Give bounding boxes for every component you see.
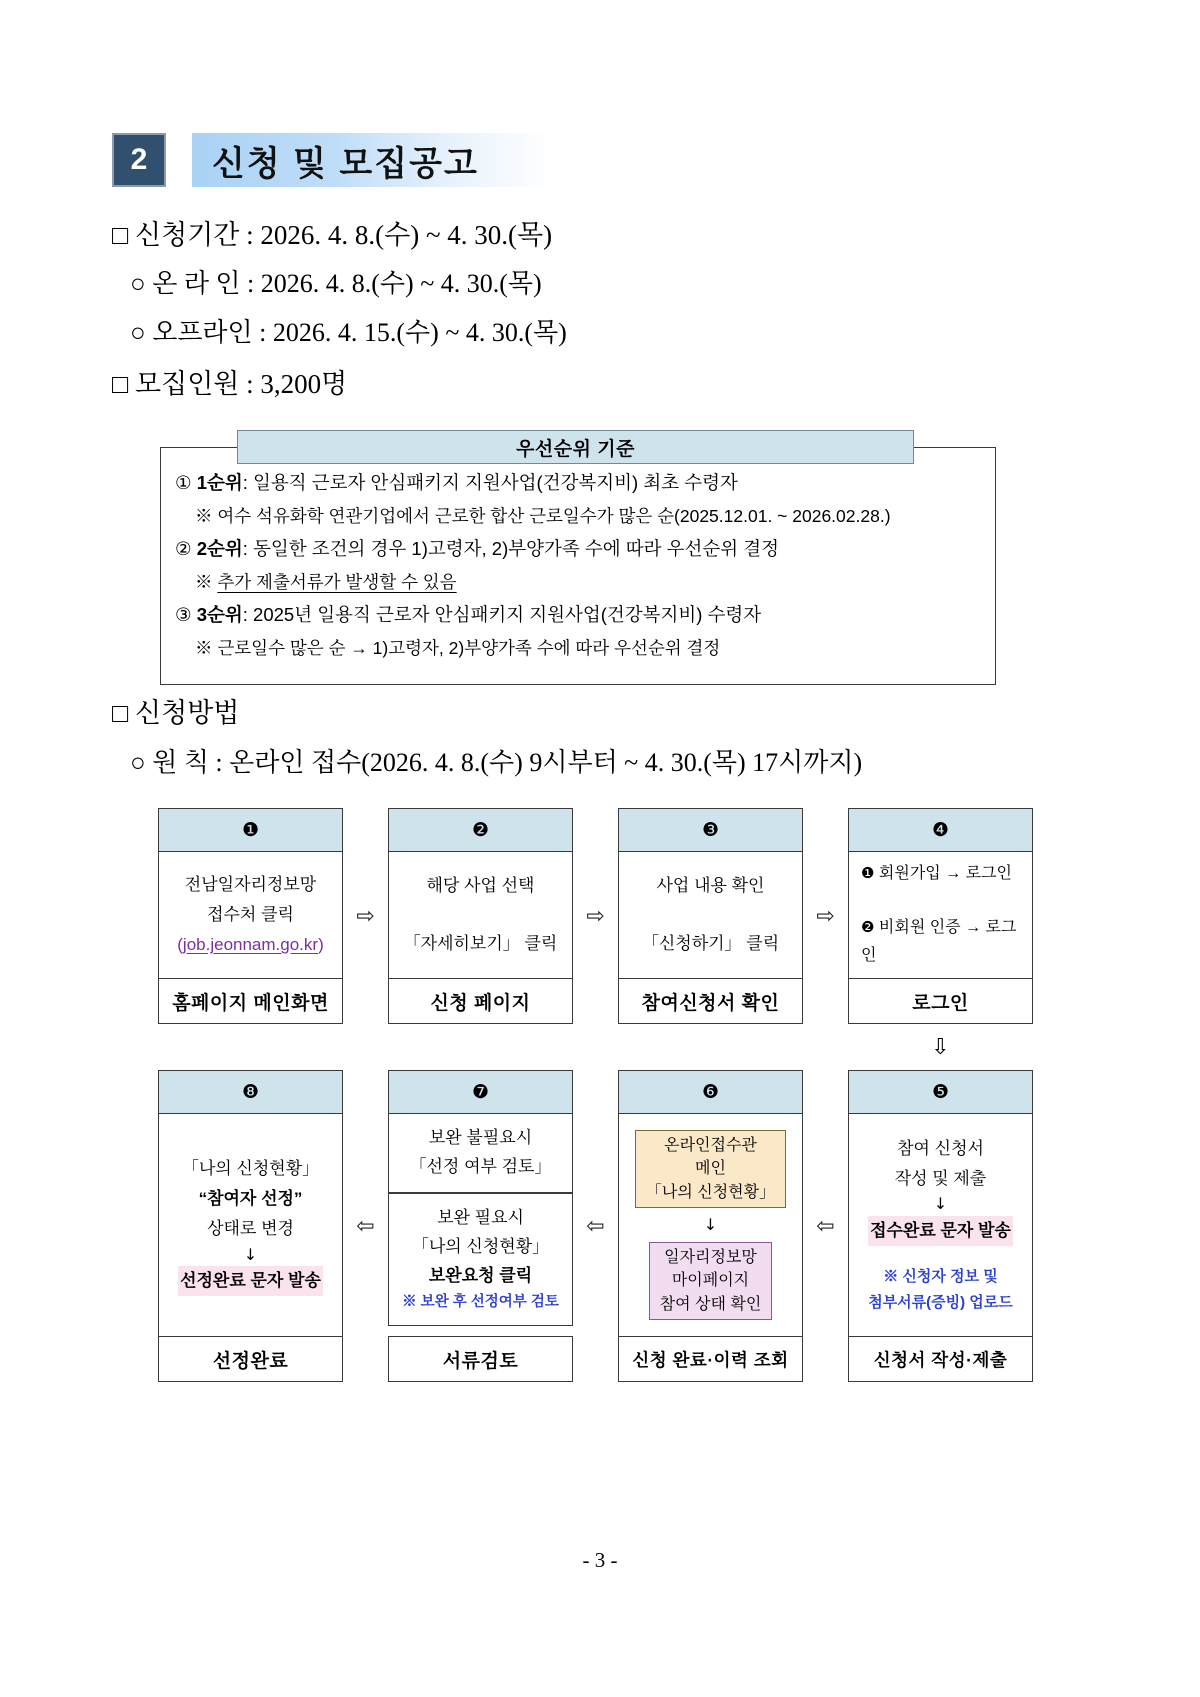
connector-gap-3 bbox=[803, 1024, 848, 1070]
flow-step-7-bottom-line3: 보완요청 클릭 bbox=[428, 1265, 533, 1285]
flow-step-5-line3: 접수완료 문자 발송 bbox=[868, 1216, 1013, 1246]
flow-step-8-line3: 상태로 변경 bbox=[207, 1218, 294, 1238]
flow-step-4 bbox=[848, 808, 1033, 1024]
priority-item-2-text: : 동일한 조건의 경우 1)고령자, 2)부양가족 수에 따라 우선순위 결정 bbox=[242, 538, 779, 559]
recruit-count-line: □ 모집인원 : 3,200명 bbox=[112, 369, 348, 399]
priority-item-2-marker: ② bbox=[175, 538, 192, 559]
priority-note-1 bbox=[161, 505, 995, 526]
flow-step-6-mypage-line1: 일자리정보망 bbox=[664, 1249, 757, 1267]
arrow-right-icon-2: ⇨ bbox=[586, 903, 605, 929]
flow-step-1-paren-close: ) bbox=[318, 934, 324, 954]
flow-step-6 bbox=[618, 1070, 803, 1382]
flow-step-7-footer: 서류검토 bbox=[388, 1336, 573, 1382]
priority-item-2-rank: 2순위 bbox=[196, 538, 243, 559]
connector-spacer-3 bbox=[618, 1024, 803, 1070]
principle-line: ○ 원 칙 : 온라인 접수(2026. 4. 8.(수) 9시부터 ~ 4. 30.(목) 17시까지) bbox=[130, 748, 863, 777]
flow-step-6-footer: 신청 완료·이력 조회 bbox=[619, 1336, 802, 1381]
flow-step-4-footer: 로그인 bbox=[849, 978, 1032, 1023]
arrow-down-icon: ⇩ bbox=[931, 1034, 950, 1060]
flow-step-6-number: ❻ bbox=[619, 1071, 802, 1114]
flow-step-7-top-box bbox=[388, 1114, 573, 1193]
priority-criteria-title: 우선순위 기준 bbox=[237, 430, 914, 464]
flow-step-1-url bbox=[177, 930, 323, 960]
flow-step-2-number: ❷ bbox=[389, 809, 572, 852]
section-number: 2 bbox=[112, 133, 166, 187]
arrow-left-icon-3: ⇦ bbox=[816, 1213, 835, 1239]
flow-step-5-body bbox=[849, 1114, 1032, 1336]
flow-step-4-option-2 bbox=[861, 914, 1028, 970]
flow-step-1-paren-open: ( bbox=[177, 934, 183, 954]
flow-step-6-arrow-down-icon: ↓ bbox=[703, 1214, 718, 1234]
priority-note-3-text: 근로일수 많은 순 → 1)고령자, 2)부양가족 수에 따라 우선순위 결정 bbox=[217, 637, 721, 658]
arrow-right-icon-3: ⇨ bbox=[816, 903, 835, 929]
flow-step-5-note-2: 첨부서류(증빙) 업로드 bbox=[868, 1293, 1013, 1311]
priority-note-3 bbox=[161, 637, 995, 658]
connector-spacer-1 bbox=[158, 1024, 343, 1070]
flowchart-connector-row bbox=[158, 1024, 1044, 1070]
application-flowchart bbox=[158, 808, 1044, 1382]
flowchart-row-1 bbox=[158, 808, 1044, 1024]
priority-note-2-marker: ※ bbox=[195, 571, 213, 592]
apply-period-line: □ 신청기간 : 2026. 4. 8.(수) ~ 4. 30.(목) bbox=[112, 220, 553, 250]
flow-step-8-line1: 「나의 신청현황」 bbox=[181, 1159, 320, 1179]
flow-step-8-number: ❽ bbox=[159, 1071, 342, 1114]
flow-step-7-bottom-note: ※ 보완 후 선정여부 검토 bbox=[402, 1294, 559, 1311]
arrow-right-icon-1: ⇨ bbox=[356, 903, 375, 929]
flow-step-6-mypage-line3: 참여 상태 확인 bbox=[659, 1295, 762, 1313]
flow-step-5-arrow-down-icon: ↓ bbox=[933, 1194, 948, 1214]
priority-note-1-marker: ※ bbox=[195, 505, 213, 526]
flow-step-7-bottom-line1: 보완 필요시 bbox=[437, 1207, 524, 1227]
flow-step-4-option-1 bbox=[861, 860, 1012, 888]
priority-item-3-text: : 2025년 일용직 근로자 안심패키지 지원사업(건강복지비) 수령자 bbox=[242, 604, 762, 625]
flow-step-6-online-line3: 「나의 신청현황」 bbox=[645, 1183, 776, 1201]
flow-step-5-line2: 작성 및 제출 bbox=[894, 1168, 987, 1188]
flow-step-3-number: ❸ bbox=[619, 809, 802, 852]
flow-step-4-number: ❹ bbox=[849, 809, 1032, 852]
flow-step-2 bbox=[388, 808, 573, 1024]
flow-step-8-line2: “참여자 선정” bbox=[198, 1189, 303, 1209]
priority-note-1-text: 여수 석유화학 연관기업에서 근로한 합산 근로일수가 많은 순(2025.12.01. ~ 2026.02.28.) bbox=[217, 505, 891, 526]
flow-step-3-footer: 참여신청서 확인 bbox=[619, 978, 802, 1023]
connector-spacer-2 bbox=[388, 1024, 573, 1070]
flow-step-4-option-2-text: 비회원 인증 → 로그인 bbox=[861, 919, 1017, 964]
apply-method-line: □ 신청방법 bbox=[112, 698, 240, 728]
flow-step-2-footer: 신청 페이지 bbox=[389, 978, 572, 1023]
priority-item-1-rank: 1순위 bbox=[196, 472, 243, 493]
flow-step-7-bottom-line2: 「나의 신청현황」 bbox=[411, 1236, 550, 1256]
priority-item-1-marker: ① bbox=[175, 472, 192, 493]
priority-item-1-text: : 일용직 근로자 안심패키지 지원사업(건강복지비) 최초 수령자 bbox=[242, 472, 738, 493]
priority-item-1 bbox=[161, 474, 995, 493]
priority-criteria-box bbox=[160, 438, 996, 685]
flow-step-6-mypage-box bbox=[649, 1242, 773, 1320]
flow-step-7 bbox=[388, 1070, 573, 1382]
flow-step-5 bbox=[848, 1070, 1033, 1382]
flow-step-5-footer: 신청서 작성·제출 bbox=[849, 1336, 1032, 1381]
flow-step-1 bbox=[158, 808, 343, 1024]
flow-step-1-footer: 홈페이지 메인화면 bbox=[159, 978, 342, 1023]
flow-step-6-online-box bbox=[635, 1130, 786, 1208]
section-heading bbox=[112, 133, 552, 189]
flow-step-5-number: ❺ bbox=[849, 1071, 1032, 1114]
flow-step-1-number: ❶ bbox=[159, 809, 342, 852]
flow-step-6-online-line2: 메인 bbox=[695, 1160, 726, 1178]
flow-step-4-option-2-number: ❷ bbox=[861, 918, 875, 936]
section-title-bar bbox=[192, 133, 552, 187]
flow-step-7-top-line2: 「선정 여부 검토」 bbox=[409, 1156, 552, 1176]
priority-criteria-body bbox=[160, 447, 996, 685]
page-number: - 3 - bbox=[582, 1548, 618, 1572]
flow-step-8-body bbox=[159, 1114, 342, 1336]
flow-step-7-body bbox=[388, 1114, 573, 1326]
flow-step-1-line1: 전남일자리정보망 bbox=[184, 875, 317, 895]
priority-note-2 bbox=[161, 571, 995, 592]
flow-step-7-top-line1: 보완 불필요시 bbox=[428, 1128, 533, 1147]
flow-step-6-online-line1: 온라인접수관 bbox=[664, 1137, 757, 1155]
flow-step-5-line1: 참여 신청서 bbox=[897, 1138, 984, 1158]
flow-step-1-body bbox=[159, 852, 342, 978]
online-period-line: ○ 온 라 인 : 2026. 4. 8.(수) ~ 4. 30.(목) bbox=[130, 269, 542, 298]
flow-step-5-note-1: ※ 신청자 정보 및 bbox=[883, 1267, 998, 1285]
flow-step-6-mypage-line2: 마이페이지 bbox=[671, 1272, 750, 1290]
arrow-left-icon-1: ⇦ bbox=[356, 1213, 375, 1239]
priority-note-3-marker: ※ bbox=[195, 637, 213, 658]
flow-step-3-line2: 「신청하기」 클릭 bbox=[641, 934, 780, 953]
offline-period-line: ○ 오프라인 : 2026. 4. 15.(수) ~ 4. 30.(목) bbox=[130, 318, 567, 347]
priority-item-2 bbox=[161, 540, 995, 559]
flow-step-8-arrow-down-icon: ↓ bbox=[243, 1244, 258, 1264]
connector-gap-2 bbox=[573, 1024, 618, 1070]
flow-step-3-line1: 사업 내용 확인 bbox=[656, 876, 765, 896]
flow-step-8-footer: 선정완료 bbox=[159, 1336, 342, 1381]
priority-item-3-rank: 3순위 bbox=[196, 604, 243, 625]
connector-gap-1 bbox=[343, 1024, 388, 1070]
flow-step-1-line2: 접수처 클릭 bbox=[207, 905, 294, 925]
flow-step-3 bbox=[618, 808, 803, 1024]
flowchart-row-2 bbox=[158, 1070, 1044, 1382]
flow-step-7-number: ❼ bbox=[388, 1070, 573, 1114]
priority-item-3-marker: ③ bbox=[175, 604, 192, 625]
flow-step-8-line4: 선정완료 문자 발송 bbox=[178, 1266, 323, 1296]
flow-step-4-option-1-number: ❶ bbox=[861, 864, 875, 882]
arrow-left-icon-2: ⇦ bbox=[586, 1213, 605, 1239]
flow-step-4-option-1-text: 회원가입 → 로그인 bbox=[878, 865, 1012, 882]
flow-step-2-line2: 「자세히보기」 클릭 bbox=[403, 934, 558, 953]
flow-step-3-body bbox=[619, 852, 802, 978]
flow-step-2-line1: 해당 사업 선택 bbox=[426, 876, 535, 896]
flow-step-2-body bbox=[389, 852, 572, 978]
flow-step-7-bottom-box bbox=[388, 1193, 573, 1326]
priority-note-2-text: 추가 제출서류가 발생할 수 있음 bbox=[217, 571, 457, 592]
section-title: 신청 및 모집공고 bbox=[212, 144, 479, 183]
flow-step-6-body bbox=[619, 1114, 802, 1336]
flow-step-4-body bbox=[849, 852, 1032, 978]
priority-item-3 bbox=[161, 606, 995, 625]
flow-step-8 bbox=[158, 1070, 343, 1382]
jeonnam-job-link[interactable]: job.jeonnam.go.kr bbox=[182, 934, 319, 954]
